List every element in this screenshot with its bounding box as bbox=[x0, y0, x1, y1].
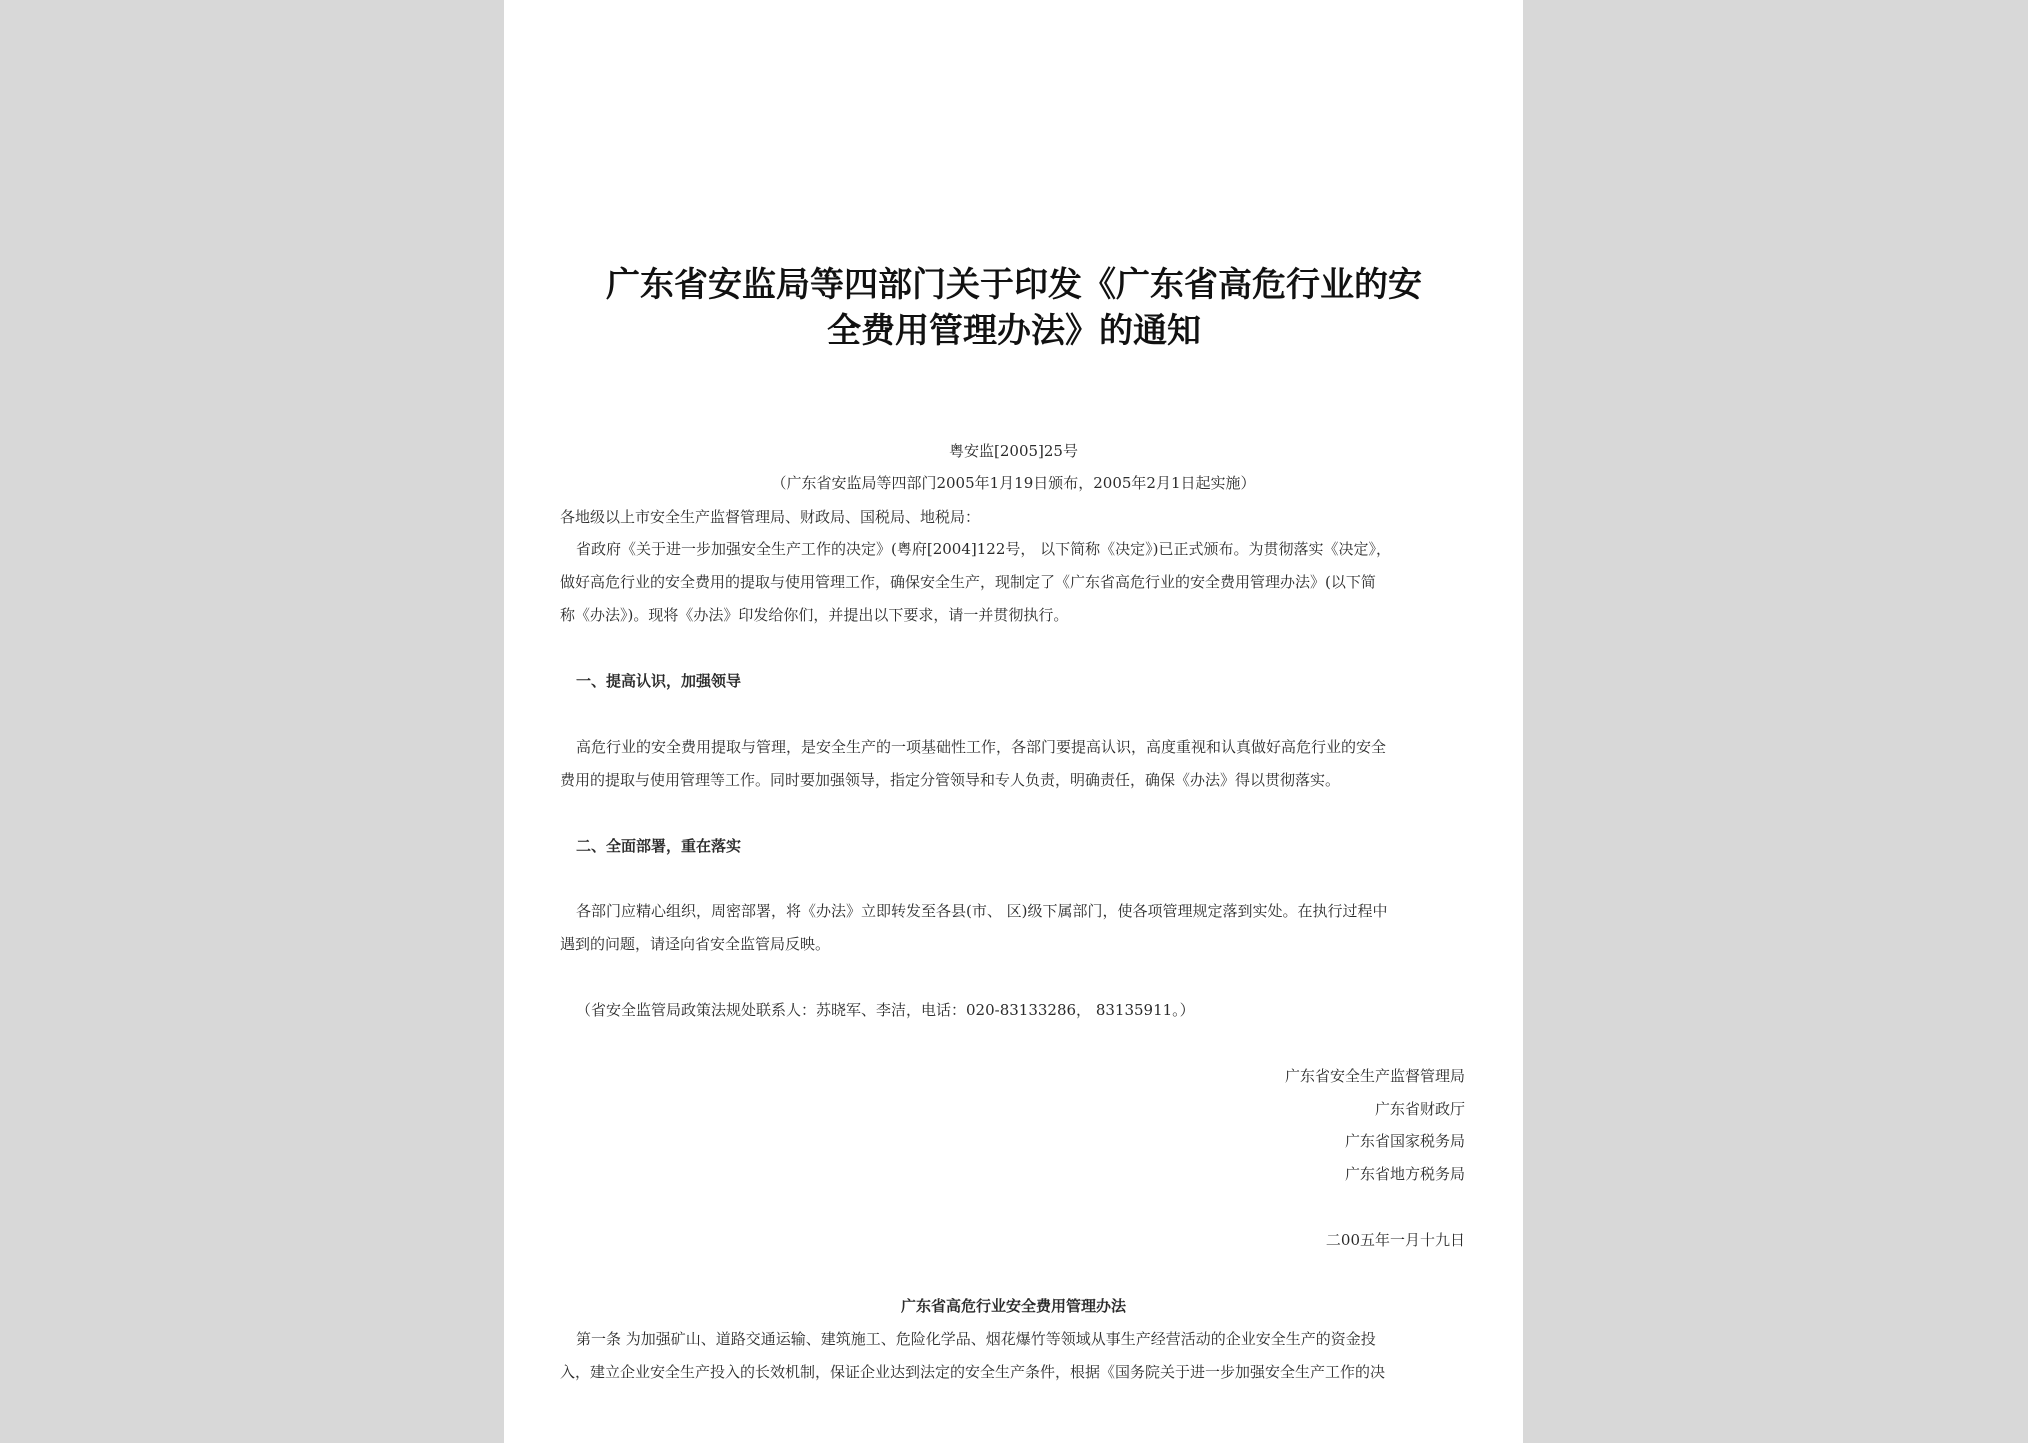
section1-heading: 一、提高认识，加强领导 bbox=[576, 672, 742, 690]
title-line-2: 全费用管理办法》的通知 bbox=[827, 311, 1201, 351]
signatory-2: 广东省财政厅 bbox=[1374, 1100, 1465, 1118]
document-title bbox=[564, 262, 1464, 354]
section1-line-1: 高危行业的安全费用提取与管理，是安全生产的一项基础性工作，各部门要提高认识，高度重视和认真做好高危行业的安全 bbox=[576, 738, 1387, 756]
contact-note: （省安全监管局政策法规处联系人：苏晓军、李洁，电话：020-83133286， 83135911。） bbox=[576, 1001, 1195, 1019]
issue-date: 二00五年一月十九日 bbox=[1325, 1231, 1465, 1249]
document-page bbox=[504, 0, 1523, 1443]
section2-heading: 二、全面部署，重在落实 bbox=[576, 837, 742, 855]
signatory-1: 广东省安全生产监督管理局 bbox=[1284, 1067, 1465, 1085]
section2-line-1: 各部门应精心组织，周密部署，将《办法》立即转发至各县(市、 区)级下属部门，使各项管理规定落到实处。在执行过程中 bbox=[576, 902, 1388, 920]
section2-line-2: 遇到的问题，请迳向省安全监管局反映。 bbox=[560, 935, 831, 953]
intro-line-3: 称《办法》)。现将《办法》印发给你们，并提出以下要求，请一并贯彻执行。 bbox=[560, 606, 1069, 624]
title-line-1: 广东省安监局等四部门关于印发《广东省高危行业的安 bbox=[606, 265, 1422, 305]
article1-line-2: 入，建立企业安全生产投入的长效机制，保证企业达到法定的安全生产条件，根据《国务院关于进一步加强安全生产工作的决 bbox=[560, 1363, 1386, 1381]
addressees: 各地级以上市安全生产监督管理局、财政局、国税局、地税局： bbox=[560, 508, 981, 526]
signatory-3: 广东省国家税务局 bbox=[1344, 1132, 1465, 1150]
intro-line-1: 省政府《关于进一步加强安全生产工作的决定》(粤府[2004]122号， 以下简称《决定》)已正式颁布。为贯彻落实《决定》， bbox=[576, 540, 1391, 558]
issue-note: （广东省安监局等四部门2005年1月19日颁布，2005年2月1日起实施） bbox=[771, 474, 1256, 492]
attachment-title: 广东省高危行业安全费用管理办法 bbox=[900, 1297, 1126, 1315]
signatory-4: 广东省地方税务局 bbox=[1344, 1165, 1465, 1183]
intro-line-2: 做好高危行业的安全费用的提取与使用管理工作，确保安全生产，现制定了《广东省高危行业的安全费用管理办法》(以下简 bbox=[560, 573, 1376, 591]
article1-line-1: 第一条 为加强矿山、道路交通运输、建筑施工、危险化学品、烟花爆竹等领域从事生产经营活动的企业安全生产的资金投 bbox=[576, 1330, 1376, 1348]
doc-number: 粤安监[2005]25号 bbox=[949, 442, 1078, 460]
section1-line-2: 费用的提取与使用管理等工作。同时要加强领导，指定分管领导和专人负责，明确责任，确保《办法》得以贯彻落实。 bbox=[560, 771, 1341, 789]
